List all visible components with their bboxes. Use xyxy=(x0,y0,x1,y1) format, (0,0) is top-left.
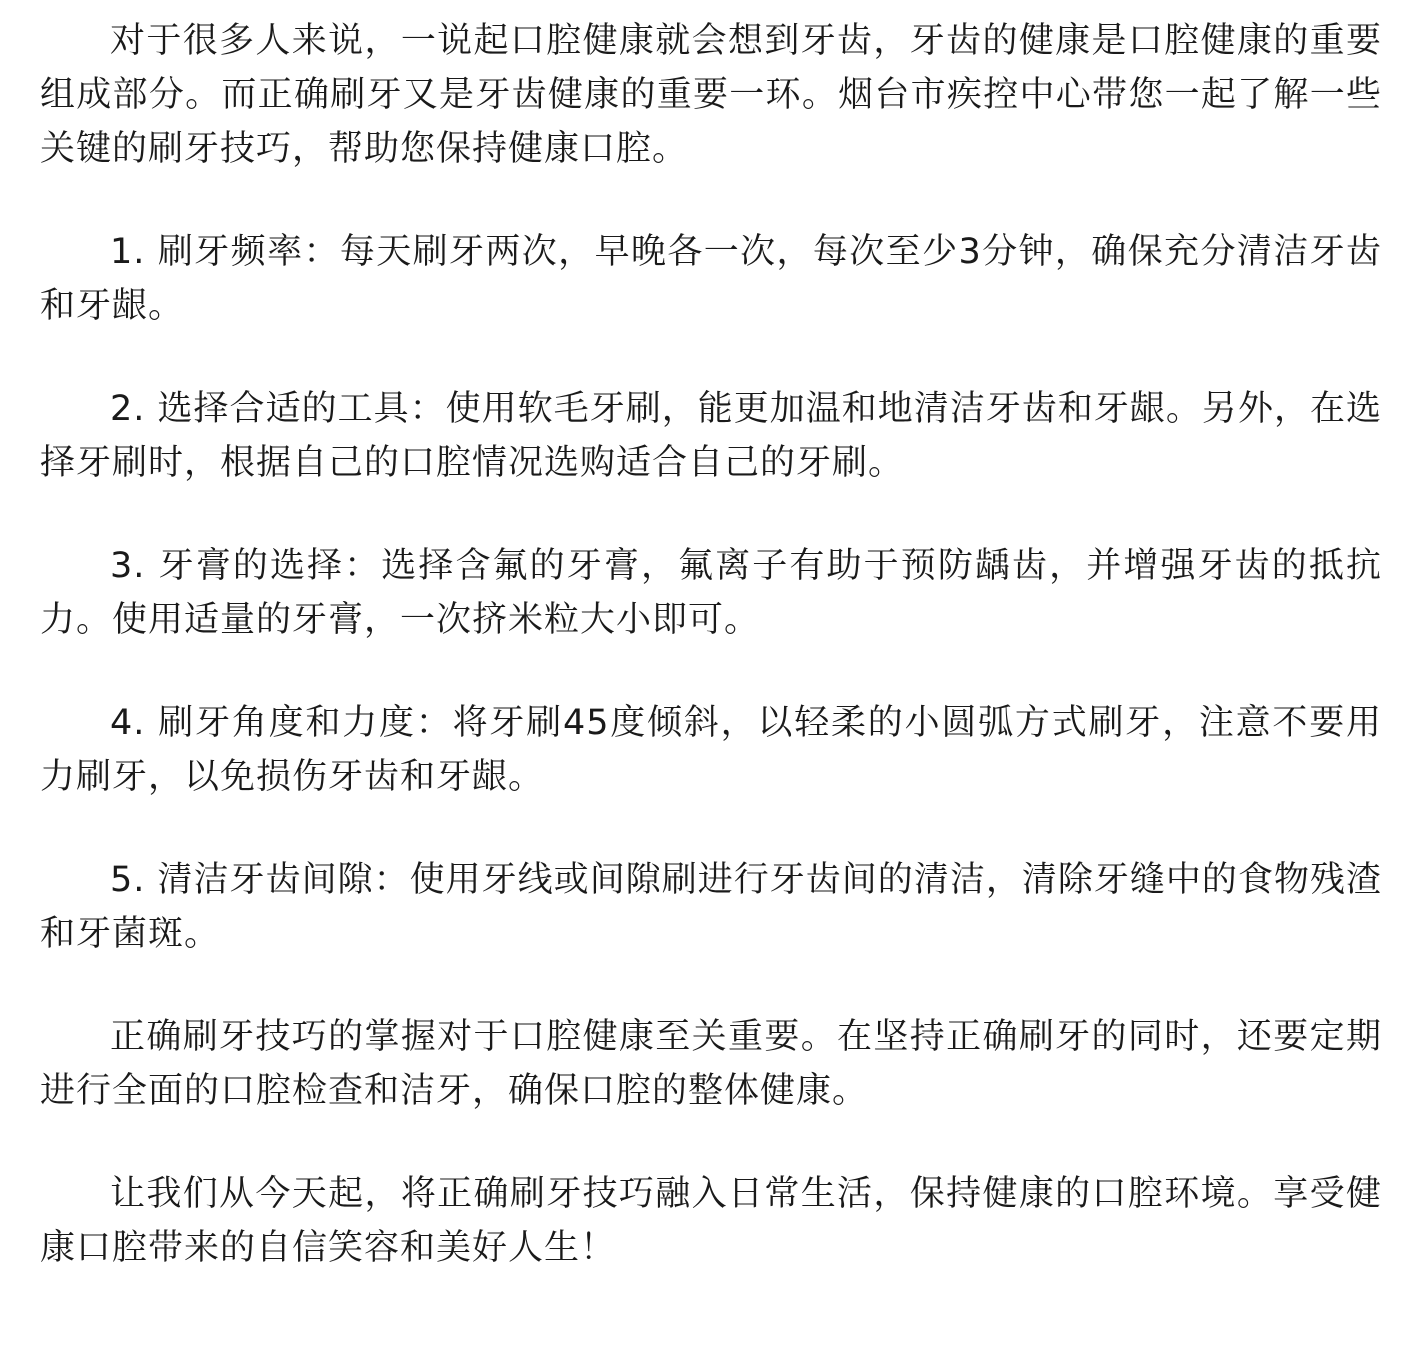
tip-3-toothpaste-choice: 3. 牙膏的选择：选择含氟的牙膏，氟离子有助于预防龋齿，并增强牙齿的抵抗力。使用适量的牙膏，一次挤米粒大小即可。 xyxy=(40,546,1382,640)
tip-2-choose-tools: 2. 选择合适的工具：使用软毛牙刷，能更加温和地清洁牙齿和牙龈。另外，在选择牙刷时，根据自己的口腔情况选购适合自己的牙刷。 xyxy=(40,389,1382,483)
intro-paragraph: 对于很多人来说，一说起口腔健康就会想到牙齿，牙齿的健康是口腔健康的重要组成部分。而正确刷牙又是牙齿健康的重要一环。烟台市疾控中心带您一起了解一些关键的刷牙技巧，帮助您保持健康口腔。 xyxy=(40,21,1382,169)
tip-4-angle-and-force: 4. 刷牙角度和力度：将牙刷45度倾斜，以轻柔的小圆弧方式刷牙，注意不要用力刷牙，以免损伤牙齿和牙龈。 xyxy=(40,703,1382,797)
tip-1-brushing-frequency: 1. 刷牙频率：每天刷牙两次，早晚各一次，每次至少3分钟，确保充分清洁牙齿和牙龈。 xyxy=(40,232,1382,326)
article-body xyxy=(40,14,1382,1275)
tip-5-interdental-cleaning: 5. 清洁牙齿间隙：使用牙线或间隙刷进行牙齿间的清洁，清除牙缝中的食物残渣和牙菌斑。 xyxy=(40,860,1382,954)
closing-paragraph: 让我们从今天起，将正确刷牙技巧融入日常生活，保持健康的口腔环境。享受健康口腔带来的自信笑容和美好人生！ xyxy=(40,1174,1382,1268)
conclusion-paragraph: 正确刷牙技巧的掌握对于口腔健康至关重要。在坚持正确刷牙的同时，还要定期进行全面的口腔检查和洁牙，确保口腔的整体健康。 xyxy=(40,1017,1382,1111)
